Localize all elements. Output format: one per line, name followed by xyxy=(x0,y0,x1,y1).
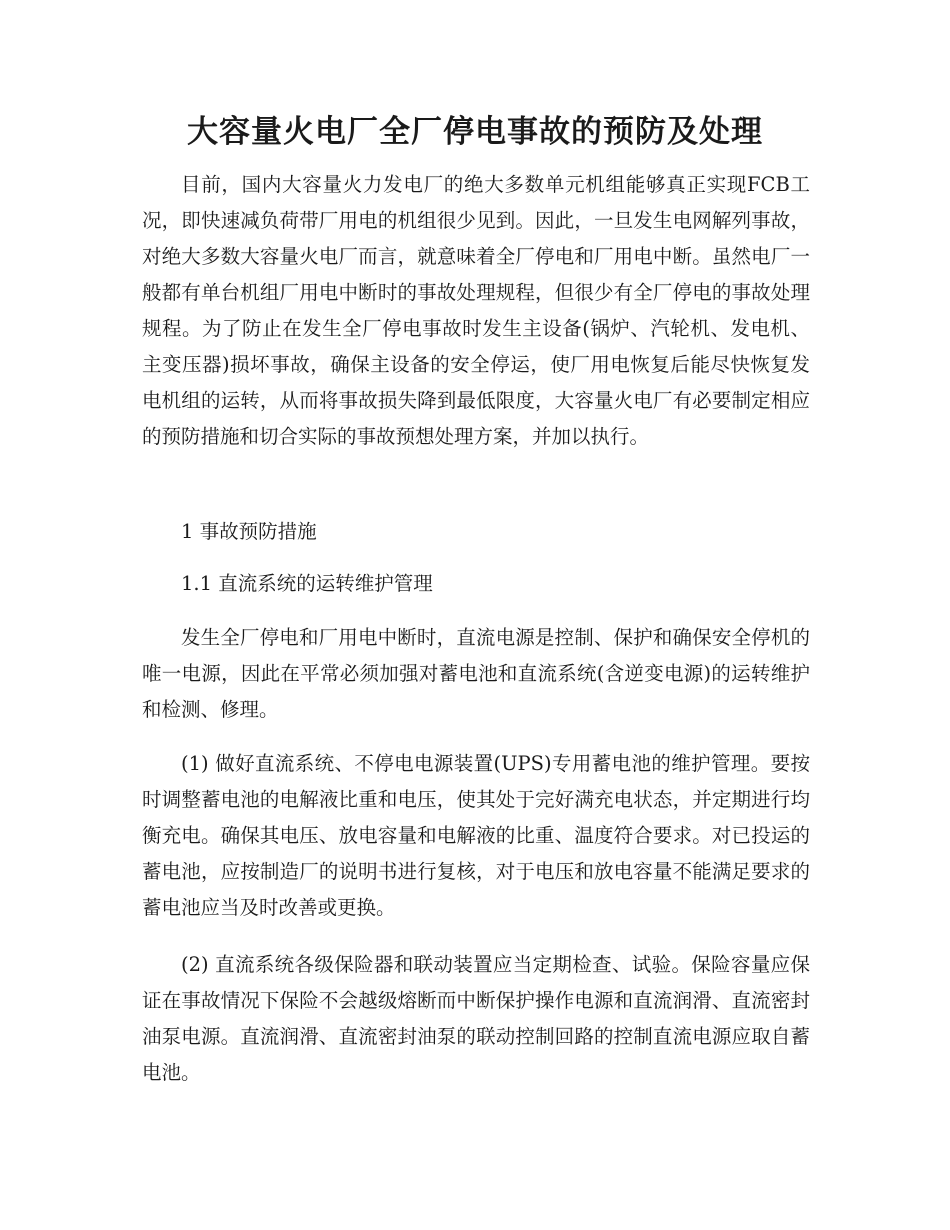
list-item-1: (1) 做好直流系统、不停电电源装置(UPS)专用蓄电池的维护管理。要按时调整蓄电池的电解液比重和电压，使其处于完好满充电状态，并定期进行均衡充电。确保其电压、放电容量和电解液的比重、温度符合要求。对已投运的蓄电池，应按制造厂的说明书进行复核，对于电压和放电容量不能满足要求的蓄电池应当及时改善或更换。 xyxy=(142,752,810,919)
intro-paragraph: 目前，国内大容量火力发电厂的绝大多数单元机组能够真正实现FCB工况，即快速减负荷带厂用电的机组很少见到。因此，一旦发生电网解列事故，对绝大多数大容量火电厂而言，就意味着全厂停电和厂用电中断。虽然电厂一般都有单台机组厂用电中断时的事故处理规程，但很少有全厂停电的事故处理规程。为了防止在发生全厂停电事故时发生主设备(锅炉、汽轮机、发电机、主变压器)损坏事故，确保主设备的安全停运，使厂用电恢复后能尽快恢复发电机组的运转，从而将事故损失降到最低限度，大容量火电厂有必要制定相应的预防措施和切合实际的事故预想处理方案，并加以执行。 xyxy=(142,173,810,448)
section-heading-1: 1 事故预防措施 xyxy=(181,520,317,543)
document-title: 大容量火电厂全厂停电事故的预防及处理 xyxy=(187,114,763,150)
section-heading-1-1: 1.1 直流系统的运转维护管理 xyxy=(181,572,433,595)
list-item-2: (2) 直流系统各级保险器和联动装置应当定期检查、试验。保险容量应保证在事故情况下保险不会越级熔断而中断保护操作电源和直流润滑、直流密封油泵电源。直流润滑、直流密封油泵的联动控制回路的控制直流电源应取自蓄电池。 xyxy=(142,953,810,1084)
section-1-1-paragraph: 发生全厂停电和厂用电中断时，直流电源是控制、保护和确保安全停机的唯一电源，因此在平常必须加强对蓄电池和直流系统(含逆变电源)的运转维护和检测、修理。 xyxy=(142,626,810,721)
